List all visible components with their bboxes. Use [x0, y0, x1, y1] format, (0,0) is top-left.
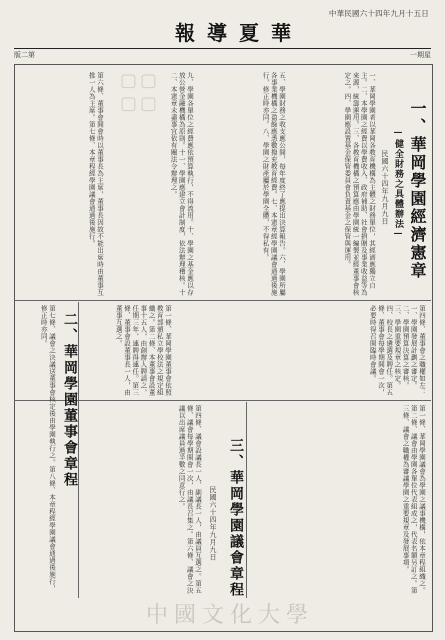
title-char: 導	[207, 20, 229, 45]
page-label: 版二第	[14, 51, 35, 59]
edition-row	[14, 50, 431, 62]
article-subtitle: —健全財務之具體辦法—	[393, 128, 403, 240]
title-char: 夏	[239, 20, 261, 45]
title-char: 華	[271, 20, 293, 45]
article-title: 一、華岡學園經濟憲章	[408, 100, 427, 280]
article-body-column: 第七條、議會之決議送董事會核定後由學園執行之。第八條、本章程經學園議會通過後施行，修正時亦同。	[39, 305, 56, 592]
article-body-column: 第四條、董事會之職權如左：一、學園發展計劃之審定。二、學園預算決算之審核。三、學園重要規章之核定。四、校長之遴選及聘任。第五條、董事會每學期開會一次，必要時得召開臨時會議。	[368, 305, 426, 396]
title-char: 報	[175, 20, 197, 45]
masthead-rule	[14, 48, 431, 49]
article-body-column: 第六條、董事會開會時以董事長為主席，董事長因故不能出席時由董事互推一人為主席。第七條、本章程經學園議會通過後施行。	[87, 72, 104, 296]
article-body-column: 第一條、華岡學園董事會依照教育部頒私立學校法之規定組織之。第二條、本董事會設董事十五人，由創辦人聘請之，任期三年，連聘得連任。第三條、董事會設董事長一人，由董事互選之。	[114, 305, 172, 396]
column-divider	[246, 402, 247, 598]
article-dateline: 民國六十四年九月九日	[381, 150, 389, 225]
article-body-column: 第四條、議會設議長一人、副議長一人，由議員互選之。第五條、議會每學期開會一次，由議長召集之。第六條、議會之決議以出席議員過半數之同意行之。	[177, 405, 202, 594]
faded-stamp-mark: ▢▢	[138, 70, 159, 116]
watermark: 中國文化大學	[145, 603, 314, 628]
masthead	[14, 4, 431, 48]
faded-stamp-mark: ▢▢	[118, 70, 139, 116]
article-body-column: 一、華岡學園者以華岡各教育機構為主體之財務單位，其經濟應獨立自主。二、本學園之經費以學費收入、政府補助、社會捐贈及事業收益等為來源，統籌運用。三、各教育機構之預算應由學園統一編製並經董事會核定之。四、學園應設置基金保管委員會負責基金之保管與運用。	[343, 72, 376, 296]
publication-date: 中華民國六十四年九月十五日	[328, 9, 429, 18]
article-title: 二、華岡學園董事會章程	[62, 312, 78, 488]
article-body-column: 九、學園各單位之經費應依預算執行，不得流用。十、學園之基金應以存放公營金融機構為原則。十一、學園應建立會計制度，依法辦理稽核。十二、本憲章未盡事宜依有關法令辦理之。	[169, 72, 194, 296]
section-divider	[14, 300, 431, 301]
article-title: 三、華岡學園議會章程	[228, 438, 244, 598]
article-dateline: 民國六十四年九月九日	[209, 486, 217, 561]
issue-label: 一期星	[410, 51, 431, 59]
newspaper-title	[174, 18, 294, 44]
article-body-column: 第一條、華岡學園議會為學園之議事機構，依本章程組織之。第二條、議會由學園各單位代表組成之，代表名額另訂之。第三條、議會之職權為審議學園之重要規章及發展事項。	[401, 405, 426, 594]
column-divider	[78, 302, 79, 598]
article-body-column: 五、學園財務之收支應公開，每年度終了應提出決算報告。六、學園所屬各事業機構之盈餘應悉數撥充教育經費。七、本憲章經學園議會通過後施行，修正時亦同。八、學園之財產屬於學園全體，不得私有。	[261, 72, 286, 296]
